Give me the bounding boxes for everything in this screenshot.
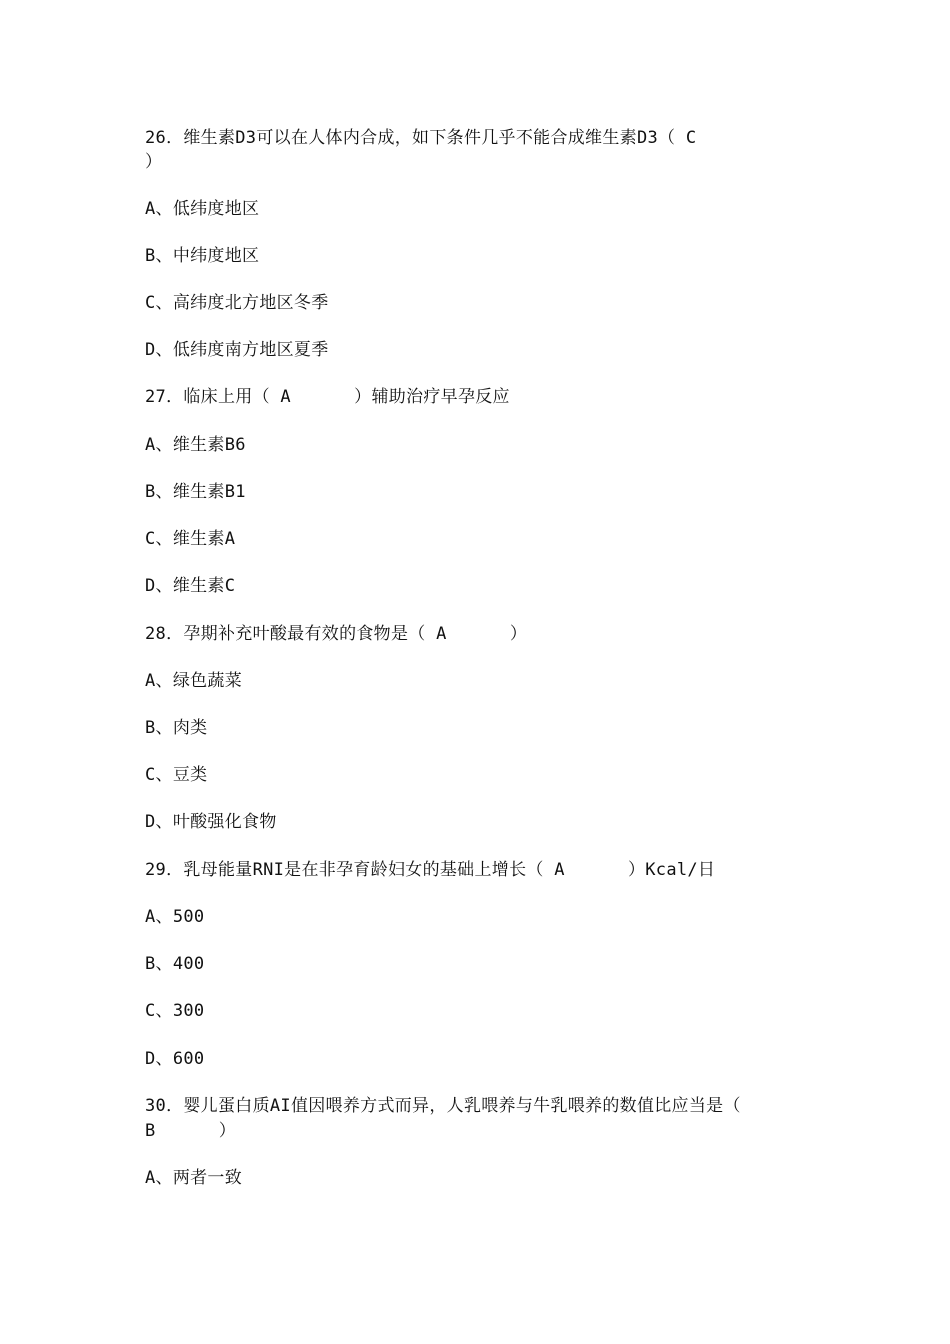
question-27-option-c: C、维生素A [145, 529, 236, 549]
question-28-option-a: A、绿色蔬菜 [145, 671, 243, 691]
question-28-stem: 28．孕期补充叶酸最有效的食物是（ A ） [145, 624, 528, 644]
question-27-option-b: B、维生素B1 [145, 482, 246, 502]
question-26-stem-continuation: ） [145, 152, 163, 172]
question-29-option-d: D、600 [145, 1049, 205, 1069]
question-29-option-a: A、500 [145, 907, 205, 927]
question-28-option-b: B、肉类 [145, 718, 208, 738]
question-29-option-c: C、300 [145, 1001, 205, 1021]
question-30-stem-continuation: B ） [145, 1121, 237, 1141]
question-26-option-b: B、中纬度地区 [145, 246, 260, 266]
question-27-option-a: A、维生素B6 [145, 435, 246, 455]
question-28-option-d: D、叶酸强化食物 [145, 812, 277, 832]
question-29-stem: 29．乳母能量RNI是在非孕育龄妇女的基础上增长（ A ）Kcal/日 [145, 860, 716, 880]
question-26-option-a: A、低纬度地区 [145, 199, 260, 219]
question-30-option-a: A、两者一致 [145, 1168, 243, 1188]
question-29-option-b: B、400 [145, 954, 205, 974]
question-27-option-d: D、维生素C [145, 576, 236, 596]
question-30-stem: 30．婴儿蛋白质AI值因喂养方式而异，人乳喂养与牛乳喂养的数值比应当是（ [145, 1096, 741, 1116]
question-28-option-c: C、豆类 [145, 765, 208, 785]
question-26-option-d: D、低纬度南方地区夏季 [145, 340, 329, 360]
question-27-stem: 27．临床上用（ A ）辅助治疗早孕反应 [145, 387, 510, 407]
question-26-option-c: C、高纬度北方地区冬季 [145, 293, 329, 313]
question-26-stem: 26．维生素D3可以在人体内合成，如下条件几乎不能合成维生素D3（ C [145, 128, 697, 148]
